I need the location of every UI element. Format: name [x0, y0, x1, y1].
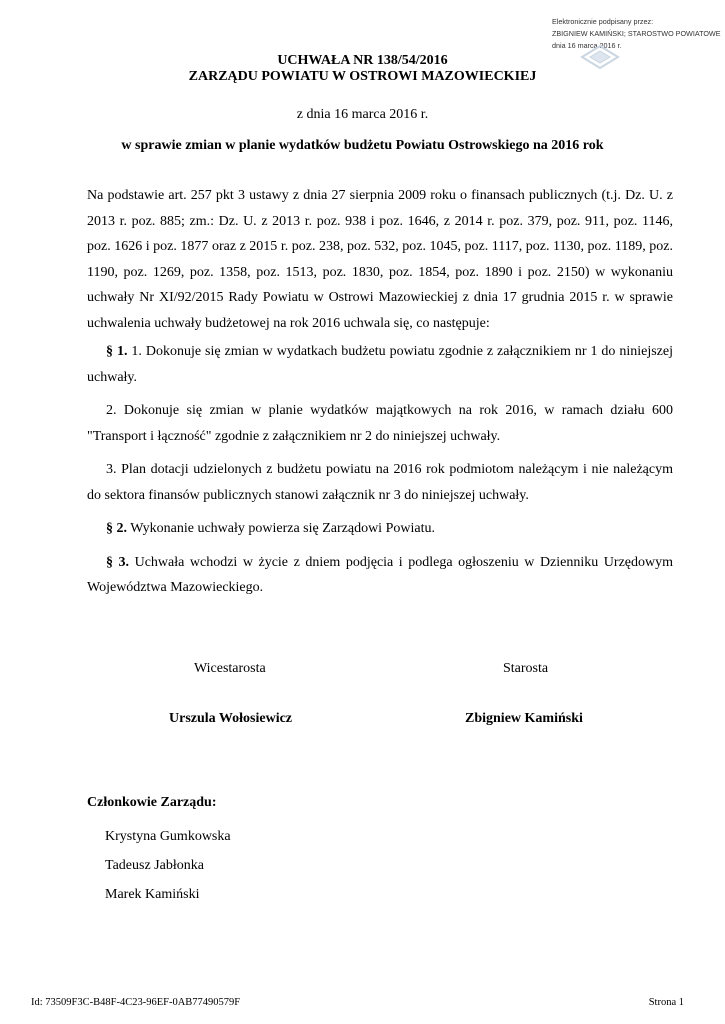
resolution-body — [87, 183, 673, 609]
signatory-right-role: Starosta — [503, 661, 549, 676]
issuing-authority: ZARZĄDU POWIATU W OSTROWI MAZOWIECKIEJ — [188, 69, 537, 84]
paragraph-2 — [87, 516, 673, 542]
signature-line-2: ZBIGNIEW KAMIŃSKI; STAROSTWO POWIATOWE — [552, 29, 721, 38]
paragraph-3-text: Uchwała wchodzi w życie z dniem podjęcia i podlega ogłoszeniu w Dzienniku Urzędowym Województwa Mazowieckiego. — [87, 554, 673, 595]
document-id: Id: 73509F3C-B48F-4C23-96EF-0AB77490579F — [31, 997, 241, 1008]
paragraph-1-text: 1. Dokonuje się zmian w wydatkach budżetu powiatu zgodnie z załącznikiem nr 1 do niniejszej uchwały. — [87, 344, 673, 385]
paragraph-1-label: § 1. — [106, 344, 128, 359]
signatory-left-role: Wicestarosta — [194, 661, 266, 676]
paragraph-1-point-2: 2. Dokonuje się zmian w planie wydatków majątkowych na rok 2016, w ramach działu 600 "Transport i łączność" zgodnie z załącznikiem nr 2 do niniejszej uchwały. — [87, 403, 673, 444]
signature-line-3: dnia 16 marca 2016 r. — [552, 41, 622, 50]
board-member: Marek Kamiński — [105, 887, 200, 902]
paragraph-3 — [87, 550, 673, 601]
signatory-left-name: Urszula Wołosiewicz — [169, 711, 293, 726]
signature-line-1: Elektronicznie podpisany przez: — [552, 17, 654, 26]
legal-basis-paragraph: Na podstawie art. 257 pkt 3 ustawy z dnia 27 sierpnia 2009 roku o finansach publicznych (t.j. Dz. U. z 2013 r. poz. 885; zm.: Dz. U. z 2013 r. poz. 938 i poz. 1646, z 2014 r. poz. 379, poz. 911, poz. 1146, poz. 1626 i poz. 1877 oraz z 2015 r. poz. 238, poz. 532, poz. 1045, poz. 1117, poz. 1130, poz. 1189, poz. 1190, poz. 1269, poz. 1358, poz. 1513, poz. 1830, poz. 1854, poz. 1890 i poz. 2150) w wykonaniu uchwały Nr XI/92/2015 Rady Powiatu w Ostrowi Mazowieckiej z dnia 17 grudnia 2015 r. w sprawie uchwalenia uchwały budżetowej na rok 2016 uchwala się, co następuje: — [87, 188, 673, 331]
resolution-number: UCHWAŁA NR 138/54/2016 — [277, 53, 448, 68]
paragraph-2-label: § 2. — [106, 521, 127, 536]
paragraph-3-label: § 3. — [106, 554, 130, 570]
board-member: Tadeusz Jabłonka — [105, 858, 204, 873]
paragraph-2-text: Wykonanie uchwały powierza się Zarządowi Powiatu. — [127, 521, 435, 536]
electronic-signature-stamp — [552, 16, 725, 52]
resolution-subject: w sprawie zmian w planie wydatków budżetu Powiatu Ostrowskiego na 2016 rok — [121, 138, 604, 153]
page-number: Strona 1 — [648, 997, 684, 1008]
paragraph-1-point-3: 3. Plan dotacji udzielonych z budżetu powiatu na 2016 rok podmiotom należącym i nie należącym do sektora finansów publicznych stanowi załącznik nr 3 do niniejszej uchwały. — [87, 462, 673, 503]
board-members-title: Członkowie Zarządu: — [87, 795, 217, 810]
board-member: Krystyna Gumkowska — [105, 829, 231, 844]
paragraph-1 — [87, 339, 673, 390]
signatory-right-name: Zbigniew Kamiński — [465, 711, 583, 726]
resolution-date: z dnia 16 marca 2016 r. — [296, 107, 429, 122]
